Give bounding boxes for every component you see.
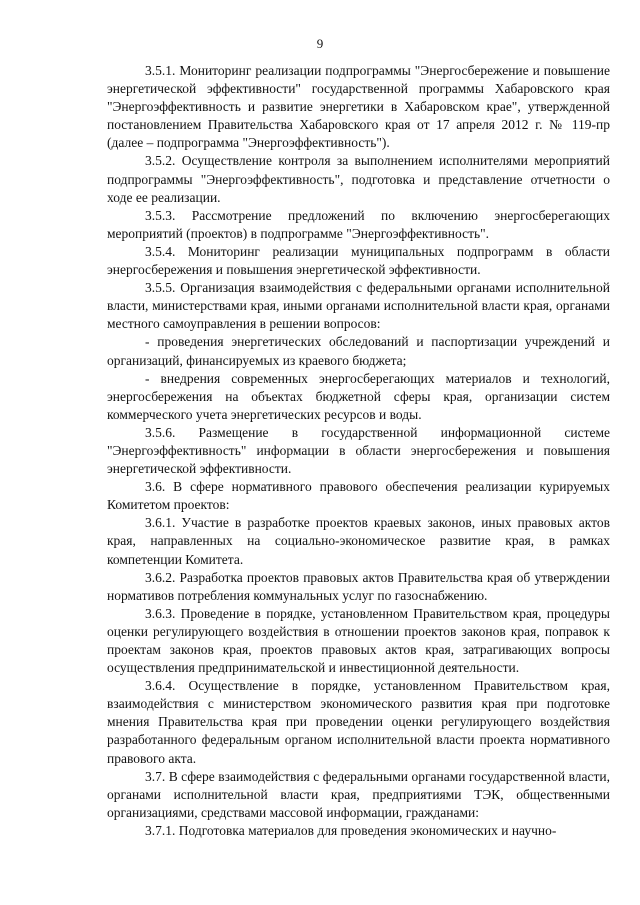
paragraph-3-5-1: 3.5.1. Мониторинг реализации подпрограммы "Энергосбережение и повышение энергетической эффективности" государственной программы Хабаровского края "Энергоэффективность и развитие энергетики в Хабаровском крае", утвержденной постановлением Правительства Хабаровского края от 17 апреля 2012 г. № 119-пр (далее – подпрограмма "Энергоэффективность"). — [107, 63, 610, 151]
page-number: 9 — [316, 36, 324, 51]
paragraph-3-7-1: 3.7.1. Подготовка материалов для проведения экономических и научно- — [145, 822, 557, 838]
paragraph-3-5-5: 3.5.5. Организация взаимодействия с федеральными органами исполнительной власти, министерствами края, иными органами исполнительной власти края, органами местного самоуправления в решении вопросов: — [107, 280, 610, 332]
paragraph-3-5-2: 3.5.2. Осуществление контроля за выполнением исполнителями мероприятий подпрограммы "Энергоэффективность", подготовка и представление отчетности о ходе ее реализации. — [107, 153, 610, 205]
paragraph-3-6-3: 3.6.3. Проведение в порядке, установленном Правительством края, процедуры оценки регулирующего воздействия в отношении проектов законов края, поправок к проектам законов края, проектов правовых актов края, затрагивающих вопросы осуществления предпринимательской и инвестиционной деятельности. — [107, 605, 610, 676]
paragraph-3-5-6: 3.5.6. Размещение в государственной информационной системе "Энергоэффективность" информации в области энергосбережения и повышения энергетической эффективности. — [107, 424, 610, 477]
paragraph-3-6: 3.6. В сфере нормативного правового обеспечения реализации курируемых Комитетом проектов: — [107, 479, 610, 513]
paragraph-3-7: 3.7. В сфере взаимодействия с федеральными органами государственной власти, органами исполнительной власти края, предприятиями ТЭК, общественными организациями, средствами массовой информации, гражданами: — [107, 768, 610, 820]
paragraph-3-6-2: 3.6.2. Разработка проектов правовых актов Правительства края об утверждении нормативов потребления коммунальных услуг по газоснабжению. — [107, 569, 610, 603]
list-item-energy-technologies: - внедрения современных энергосберегающих материалов и технологий, энергосбережения на объектах бюджетной сферы края, организации систем коммерческого учета энергетических ресурсов и воды. — [107, 370, 610, 422]
list-item-energy-audits: - проведения энергетических обследований и паспортизации учреждений и организаций, финансируемых из краевого бюджета; — [107, 334, 610, 368]
paragraph-3-5-3: 3.5.3. Рассмотрение предложений по включению энергосберегающих мероприятий (проектов) в подпрограмме "Энергоэффективность". — [107, 207, 610, 241]
document-body — [107, 62, 610, 840]
paragraph-3-6-4: 3.6.4. Осуществление в порядке, установленном Правительством края, взаимодействия с министерством экономического развития края при подготовке мнения Правительства края при проведении оценки регулирующего воздействия разработанного федеральным органом исполнительной власти проекта нормативного правового акта. — [107, 678, 610, 766]
paragraph-3-5-4: 3.5.4. Мониторинг реализации муниципальных подпрограмм в области энергосбережения и повышения энергетической эффективности. — [107, 243, 610, 278]
paragraph-3-6-1: 3.6.1. Участие в разработке проектов краевых законов, иных правовых актов края, направленных на социально-экономическое развитие края, в рамках компетенции Комитета. — [107, 515, 610, 567]
